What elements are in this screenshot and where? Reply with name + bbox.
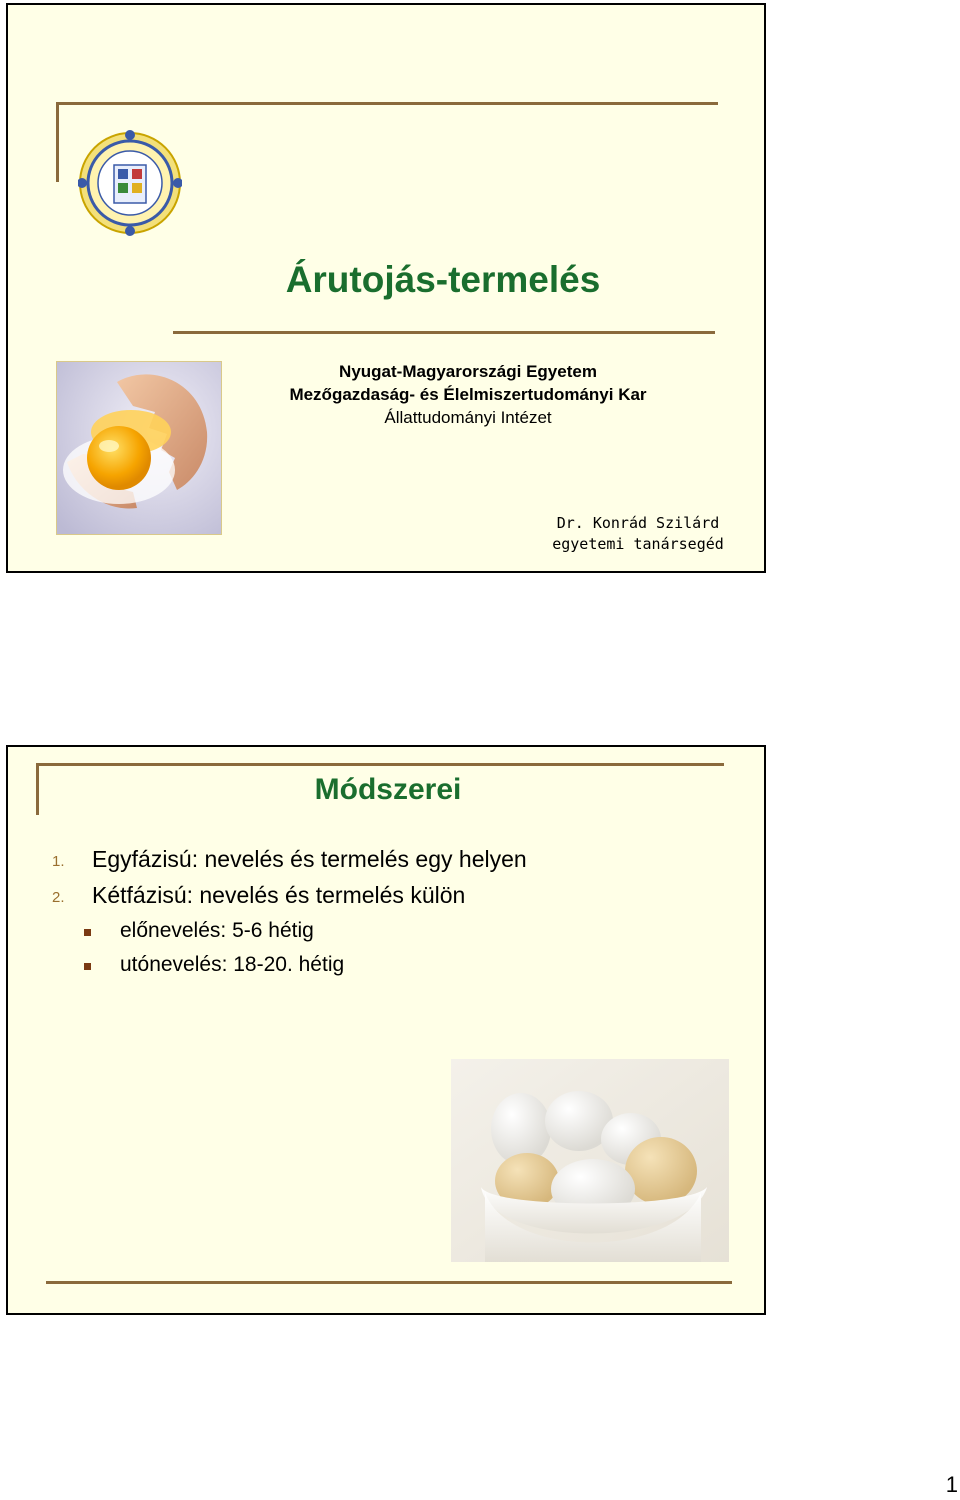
list-item: Kétfázisú: nevelés és termelés külön (92, 882, 466, 908)
top-rule (36, 763, 724, 766)
page-number: 1 (945, 1472, 958, 1497)
list-number: 2. (52, 889, 65, 906)
university-name: Nyugat-Magyarországi Egyetem (339, 362, 597, 381)
methods-slide (6, 745, 766, 1315)
list-number: 1. (52, 853, 65, 870)
sub-list-item: előnevelés: 5-6 hétig (120, 919, 314, 942)
left-rule (56, 102, 59, 182)
faculty-name: Mezőgazdaság- és Élelmiszertudományi Kar (289, 385, 647, 404)
bottom-rule (46, 1281, 732, 1284)
bullet-icon (84, 929, 91, 936)
cracked-egg-image (56, 361, 222, 535)
author-role: egyetemi tanársegéd (552, 535, 724, 553)
mid-rule (173, 331, 715, 334)
university-seal-image (78, 129, 182, 237)
eggs-bowl-image (451, 1059, 729, 1262)
title-slide (6, 3, 766, 573)
sub-list-item: utónevelés: 18-20. hétig (120, 953, 345, 976)
slide-title: Árutojás-termelés (285, 259, 601, 300)
bullet-icon (84, 963, 91, 970)
institute-name: Állattudományi Intézet (384, 408, 552, 427)
top-rule (56, 102, 718, 105)
author-name: Dr. Konrád Szilárd (556, 514, 720, 532)
list-item: Egyfázisú: nevelés és termelés egy helyen (92, 846, 527, 872)
slide-title: Módszerei (314, 773, 462, 806)
